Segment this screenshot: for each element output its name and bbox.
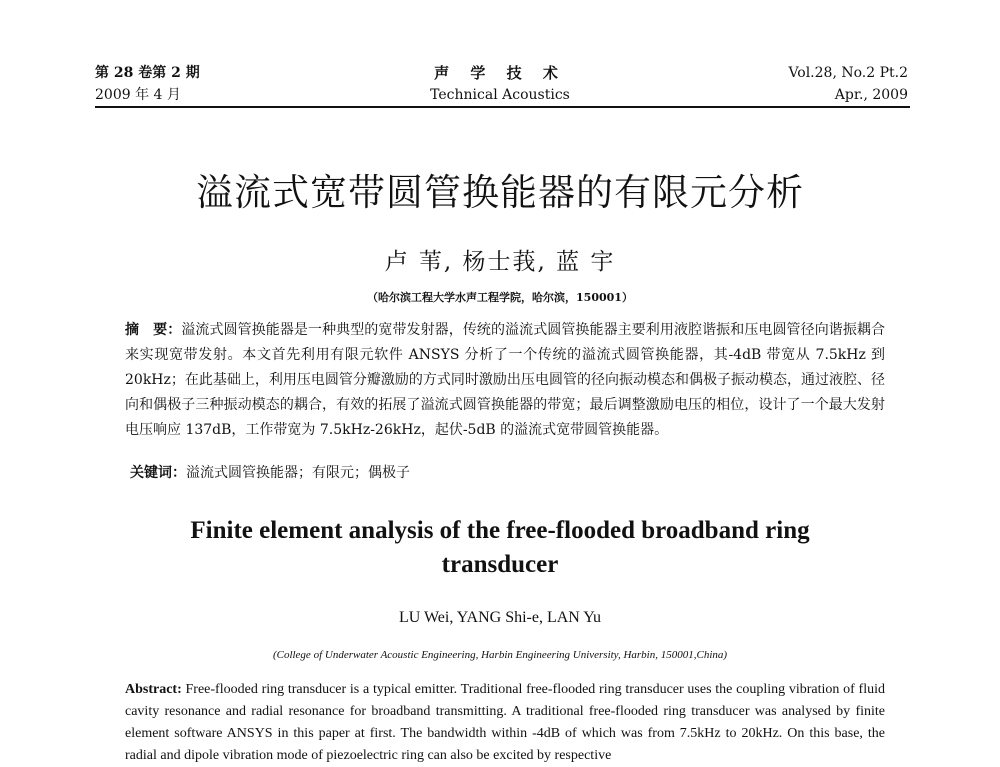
keywords-cn [130, 462, 890, 484]
keywords-text-cn: 溢流式圆管换能器；有限元；偶极子 [186, 465, 410, 481]
affiliation-cn: （哈尔滨工程大学水声工程学院，哈尔滨，150001） [367, 291, 633, 304]
volume-cn: 第 28 卷第 2 期 [95, 65, 200, 81]
authors-en: LU Wei, YANG Shi-e, LAN Yu [398, 609, 602, 626]
page-title-cn: 溢流式宽带圆管换能器的有限元分析 [196, 171, 804, 214]
journal-name-cn: 声 学 技 术 [434, 64, 566, 82]
header-rule [95, 106, 910, 108]
header-right [788, 62, 908, 106]
page-title-en: Finite element analysis of the free-flooded broadband ring transducer [190, 517, 810, 578]
volume-en: Vol.28, No.2 Pt.2 [788, 65, 908, 81]
abstract-text-cn: 溢流式圆管换能器是一种典型的宽带发射器，传统的溢流式圆管换能器主要利用液腔谐振和压电圆管径向谐振耦合来实现宽带发射。本文首先利用有限元软件 ANSYS 分析了一个传统的溢流式圆管换能器，其-4dB 带宽从 7.5kHz 到 20kHz；在此基础上，利用压电圆管分瓣激励的方式同时激励出压电圆管的径向振动模态和偶极子振动模态，通过液腔、径向和偶极子三种振动模态的耦合，有效的拓展了溢流式圆管换能器的带宽；最后调整激励电压的相位，设计了一个最大发射电压响应 137dB，工作带宽为 7.5kHz-26kHz，起伏-5dB 的溢流式宽带圆管换能器。 [125, 322, 886, 438]
journal-name-en: Technical Acoustics [430, 87, 570, 103]
authors-cn: 卢 苇, 杨士莪, 蓝 宇 [384, 249, 616, 275]
abstract-en [125, 679, 885, 767]
date-en: Apr., 2009 [834, 87, 908, 103]
abstract-text-en: Free-flooded ring transducer is a typical emitter. Traditional free-flooded ring transducer uses the coupling vibration of fluid cavity resonance and radial resonance for broadband transmitting. A traditional free-flooded ring transducer was analysed by finite element software ANSYS in this paper at first. The bandwidth within -4dB of which was from 7.5kHz to 20kHz. On this base, the radial and dipole vibration mode of piezoelectric ring can also be excited by respective [125, 682, 885, 763]
abstract-label-cn: 摘 要： [125, 322, 182, 338]
affiliation-en: (College of Underwater Acoustic Engineering, Harbin Engineering University, Harbin, 150001,China) [272, 649, 728, 661]
abstract-label-en: Abstract: [125, 682, 182, 697]
abstract-cn [125, 318, 885, 443]
date-cn: 2009 年 4 月 [95, 87, 181, 103]
keywords-label-cn: 关键词： [130, 465, 186, 481]
